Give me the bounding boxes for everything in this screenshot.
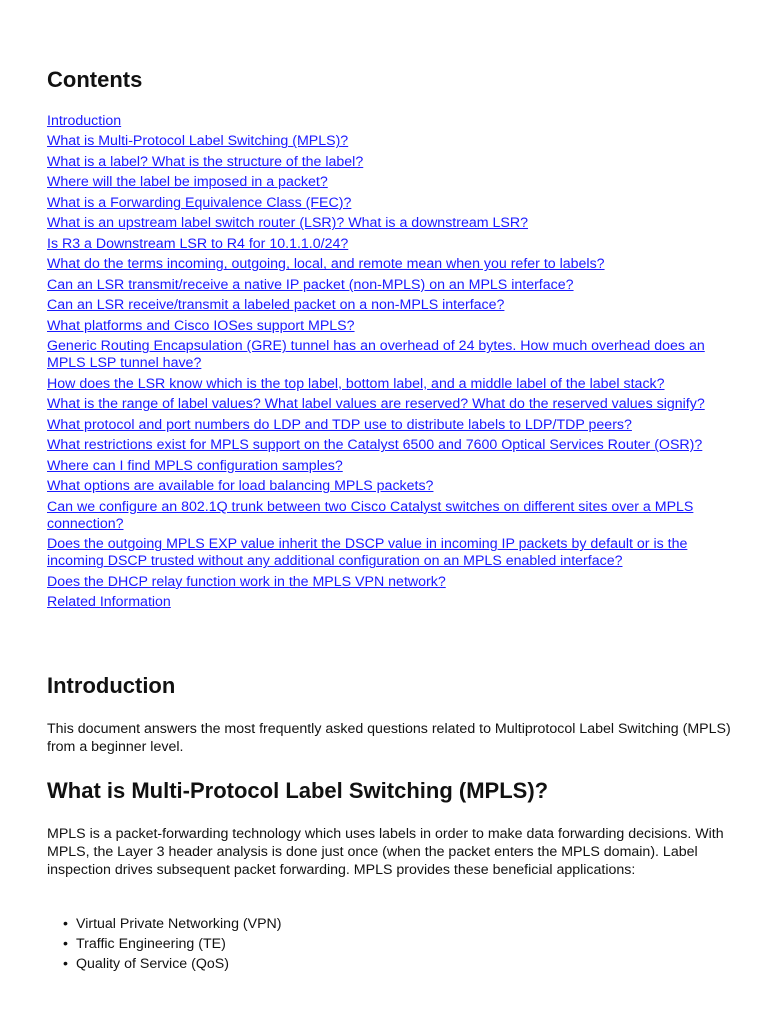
toc-link-introduction[interactable]: Introduction (47, 113, 122, 129)
toc-link-r3-downstream[interactable]: Is R3 a Downstream LSR to R4 for 10.1.1.0/24? (47, 235, 349, 252)
bullet-icon: • (63, 916, 68, 932)
toc-link-what-is-mpls[interactable]: What is Multi-Protocol Label Switching (MPLS)? (47, 133, 349, 150)
mpls-applications-list (47, 914, 282, 974)
list-item (47, 914, 282, 934)
toc-item (47, 458, 737, 475)
toc-item (47, 174, 737, 191)
introduction-heading: Introduction (47, 673, 176, 698)
toc-link-label-imposed[interactable]: Where will the label be imposed in a packet? (47, 174, 328, 191)
toc-link-label-range[interactable]: What is the range of label values? What label values are reserved? What do the reserved values signify? (47, 396, 705, 413)
toc-item (47, 297, 737, 314)
toc-item (47, 478, 737, 495)
toc-item (47, 376, 737, 393)
toc-item (47, 499, 737, 533)
mpls-section-paragraph: MPLS is a packet-forwarding technology which uses labels in order to make data forwarding decisions. With MPLS, the Layer 3 header analysis is done just once (when the packet enters the MPLS domain). Label inspection drives subsequent packet forwarding. MPLS provides these beneficial applications: (47, 826, 724, 878)
toc-item (47, 236, 737, 253)
toc-link-gre-overhead[interactable]: Generic Routing Encapsulation (GRE) tunnel has an overhead of 24 bytes. How much overhead does an MPLS LSP tunnel have? (47, 338, 705, 372)
toc-link-related-information[interactable]: Related Information (47, 594, 171, 611)
toc-link-fec[interactable]: What is a Forwarding Equivalence Class (FEC)? (47, 194, 352, 211)
toc-item (47, 396, 737, 413)
list-item-text: Virtual Private Networking (VPN) (76, 916, 282, 932)
list-item-text: Traffic Engineering (TE) (76, 936, 226, 952)
toc-item (47, 536, 737, 570)
toc-link-exp-dscp[interactable]: Does the outgoing MPLS EXP value inherit the DSCP value in incoming IP packets by default or is the incoming DSCP trusted without any additional configuration on an MPLS enabled interface? (47, 536, 688, 570)
toc-link-platforms[interactable]: What platforms and Cisco IOSes support MPLS? (47, 317, 355, 334)
toc-item (47, 574, 737, 591)
toc-item (47, 437, 737, 454)
list-item (47, 954, 282, 974)
list-item-text: Quality of Service (QoS) (76, 956, 229, 972)
toc-link-what-is-label[interactable]: What is a label? What is the structure of the label? (47, 153, 364, 170)
toc-item (47, 133, 737, 150)
list-item (47, 934, 282, 954)
toc-item (47, 154, 737, 171)
toc-link-upstream-lsr[interactable]: What is an upstream label switch router (LSR)? What is a downstream LSR? (47, 215, 528, 232)
toc-item (47, 338, 737, 372)
toc-link-label-stack[interactable]: How does the LSR know which is the top label, bottom label, and a middle label of the label stack? (47, 375, 665, 392)
toc-link-label-terms[interactable]: What do the terms incoming, outgoing, local, and remote mean when you refer to labels? (47, 256, 605, 273)
bullet-icon: • (63, 956, 68, 972)
toc-link-load-balancing[interactable]: What options are available for load balancing MPLS packets? (47, 478, 434, 495)
introduction-paragraph: This document answers the most frequently asked questions related to Multiprotocol Label Switching (MPLS) from a beginner level. (47, 721, 731, 755)
toc-item (47, 113, 737, 130)
toc-link-dhcp-relay[interactable]: Does the DHCP relay function work in the MPLS VPN network? (47, 573, 446, 590)
toc-link-labeled-non-mpls[interactable]: Can an LSR receive/transmit a labeled packet on a non-MPLS interface? (47, 297, 505, 314)
table-of-contents (47, 113, 737, 615)
toc-item (47, 195, 737, 212)
toc-link-native-ip[interactable]: Can an LSR transmit/receive a native IP packet (non-MPLS) on an MPLS interface? (47, 276, 574, 293)
toc-link-catalyst-restrictions[interactable]: What restrictions exist for MPLS support on the Catalyst 6500 and 7600 Optical Services Router (OSR)? (47, 437, 703, 454)
mpls-section-heading: What is Multi-Protocol Label Switching (MPLS)? (47, 778, 549, 803)
toc-item (47, 215, 737, 232)
toc-item (47, 594, 737, 611)
toc-item (47, 417, 737, 434)
toc-link-config-samples[interactable]: Where can I find MPLS configuration samples? (47, 457, 343, 474)
bullet-icon: • (63, 936, 68, 952)
toc-link-ldp-tdp-ports[interactable]: What protocol and port numbers do LDP and TDP use to distribute labels to LDP/TDP peers? (47, 416, 632, 433)
toc-item (47, 318, 737, 335)
toc-item (47, 256, 737, 273)
contents-heading: Contents (47, 67, 143, 92)
toc-link-8021q-trunk[interactable]: Can we configure an 802.1Q trunk between two Cisco Catalyst switches on different sites over a MPLS connection? (47, 498, 694, 532)
toc-item (47, 277, 737, 294)
